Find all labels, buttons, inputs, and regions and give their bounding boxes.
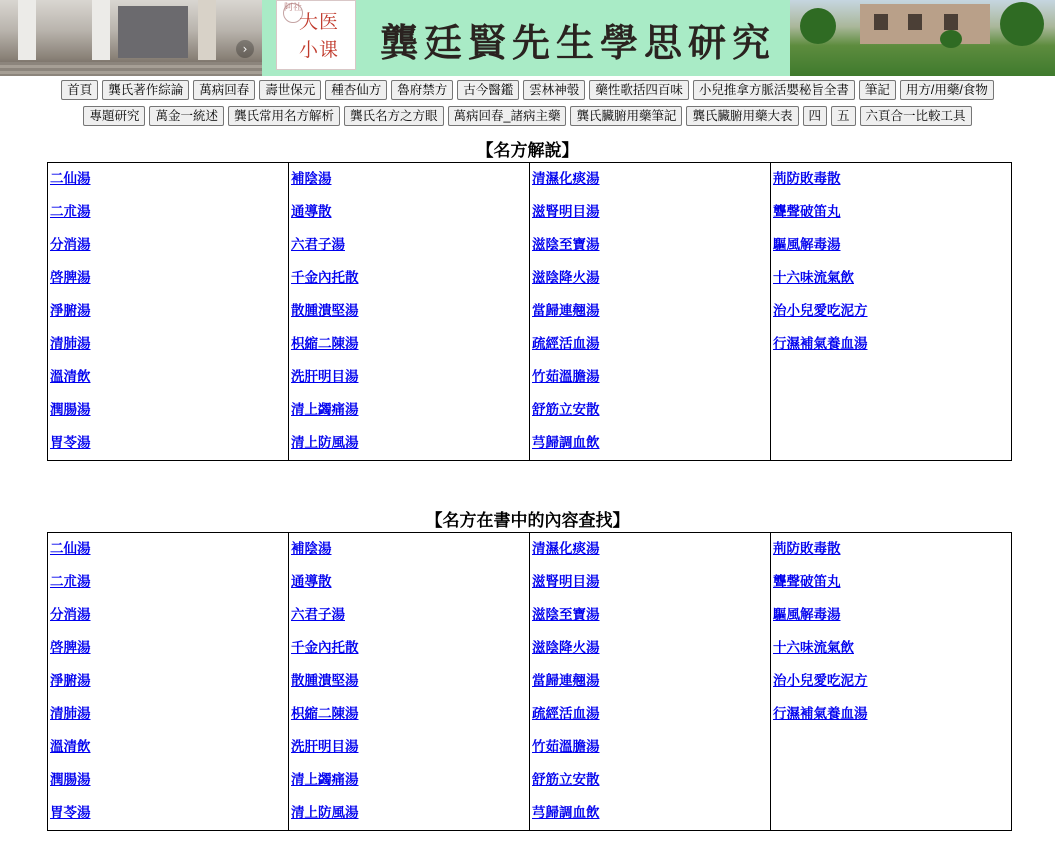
formula-link[interactable]: 滋腎明目湯 bbox=[532, 204, 600, 220]
logo-text-bottom: 小课 bbox=[299, 39, 340, 61]
list-item bbox=[773, 665, 1009, 698]
list-item bbox=[773, 328, 1009, 361]
formula-link[interactable]: 荊防敗毒散 bbox=[773, 541, 841, 557]
formula-column bbox=[771, 163, 1012, 461]
list-item bbox=[50, 797, 286, 830]
nav-button[interactable]: 龔氏名方之方眼 bbox=[344, 106, 444, 126]
building-photo bbox=[0, 0, 262, 76]
list-item bbox=[50, 196, 286, 229]
list-item bbox=[773, 599, 1009, 632]
list-item bbox=[291, 361, 527, 394]
nav-button[interactable]: 萬病回春 bbox=[193, 80, 255, 100]
section-title: 【名方解說】 bbox=[476, 141, 579, 161]
formula-link[interactable]: 洗肝明目湯 bbox=[291, 739, 359, 755]
list-item bbox=[291, 632, 527, 665]
list-item bbox=[532, 394, 768, 427]
nav-button[interactable]: 壽世保元 bbox=[259, 80, 321, 100]
formula-link[interactable]: 二朮湯 bbox=[50, 574, 91, 590]
formula-link[interactable]: 滋陰降火湯 bbox=[532, 640, 600, 656]
list-item bbox=[773, 698, 1009, 731]
formula-column bbox=[771, 533, 1012, 831]
list-item bbox=[532, 665, 768, 698]
formula-link[interactable]: 清肺湯 bbox=[50, 336, 91, 352]
formula-link[interactable]: 芎歸調血飲 bbox=[532, 805, 600, 821]
formula-link[interactable]: 疏經活血湯 bbox=[532, 336, 600, 352]
list-item bbox=[50, 533, 286, 566]
formula-link[interactable]: 分消湯 bbox=[50, 607, 91, 623]
nav-button[interactable]: 首頁 bbox=[61, 80, 98, 100]
list-item bbox=[773, 163, 1009, 196]
formula-table bbox=[47, 532, 1012, 831]
list-item bbox=[291, 566, 527, 599]
formula-link[interactable]: 舒筋立安散 bbox=[532, 402, 600, 418]
formula-link[interactable]: 治小兒愛吃泥方 bbox=[773, 303, 868, 319]
nav-button[interactable]: 藥性歌括四百味 bbox=[589, 80, 689, 100]
formula-column bbox=[48, 163, 289, 461]
formula-link[interactable]: 六君子湯 bbox=[291, 607, 345, 623]
list-item bbox=[773, 731, 1009, 764]
nav-button[interactable]: 龔氏臟腑用藥大表 bbox=[686, 106, 798, 126]
formula-link[interactable]: 枳縮二陳湯 bbox=[291, 336, 359, 352]
list-item bbox=[773, 566, 1009, 599]
list-item bbox=[291, 295, 527, 328]
formula-link[interactable]: 啓脾湯 bbox=[50, 270, 91, 286]
formula-link[interactable]: 潤腸湯 bbox=[50, 772, 91, 788]
formula-link[interactable]: 清上防風湯 bbox=[291, 435, 359, 451]
list-item bbox=[773, 361, 1009, 394]
formula-link[interactable]: 行濕補氣養血湯 bbox=[773, 706, 868, 722]
list-item bbox=[773, 427, 1009, 460]
list-item bbox=[50, 361, 286, 394]
formula-link[interactable]: 啓脾湯 bbox=[50, 640, 91, 656]
list-item bbox=[532, 427, 768, 460]
formula-link[interactable]: 聾聲破笛丸 bbox=[773, 204, 841, 220]
formula-link[interactable]: 滋陰至寶湯 bbox=[532, 237, 600, 253]
formula-link[interactable]: 散腫潰堅湯 bbox=[291, 673, 359, 689]
list-item bbox=[291, 797, 527, 830]
formula-link[interactable]: 清上蠲痛湯 bbox=[291, 772, 359, 788]
list-item bbox=[291, 262, 527, 295]
carousel-next-icon[interactable]: › bbox=[236, 40, 254, 58]
nav-button[interactable]: 五 bbox=[831, 106, 856, 126]
list-item bbox=[50, 731, 286, 764]
nav-button[interactable]: 龔氏常用名方解析 bbox=[228, 106, 340, 126]
nav-button[interactable]: 四 bbox=[803, 106, 828, 126]
nav-button[interactable]: 古今醫鑑 bbox=[457, 80, 519, 100]
list-item bbox=[532, 328, 768, 361]
formula-link[interactable]: 舒筋立安散 bbox=[532, 772, 600, 788]
list-item bbox=[50, 295, 286, 328]
list-item bbox=[532, 797, 768, 830]
formula-section bbox=[0, 510, 1055, 831]
list-item bbox=[532, 262, 768, 295]
list-item bbox=[291, 196, 527, 229]
formula-link[interactable]: 十六味流氣飲 bbox=[773, 640, 854, 656]
list-item bbox=[50, 764, 286, 797]
formula-link[interactable]: 驅風解毒湯 bbox=[773, 607, 841, 623]
list-item bbox=[532, 698, 768, 731]
formula-link[interactable]: 二仙湯 bbox=[50, 171, 91, 187]
formula-link[interactable]: 當歸連翹湯 bbox=[532, 303, 600, 319]
section-title: 【名方在書中的內容查找】 bbox=[425, 511, 630, 531]
formula-link[interactable]: 千金內托散 bbox=[291, 640, 359, 656]
formula-link[interactable]: 散腫潰堅湯 bbox=[291, 303, 359, 319]
list-item bbox=[291, 665, 527, 698]
list-item bbox=[50, 328, 286, 361]
formula-column bbox=[530, 533, 771, 831]
logo-seal: 阿社 bbox=[283, 3, 303, 23]
list-item bbox=[291, 328, 527, 361]
nav-button[interactable]: 雲林神彀 bbox=[523, 80, 585, 100]
formula-link[interactable]: 千金內托散 bbox=[291, 270, 359, 286]
formula-link[interactable]: 清上蠲痛湯 bbox=[291, 402, 359, 418]
list-item bbox=[532, 599, 768, 632]
list-item bbox=[773, 295, 1009, 328]
formula-link[interactable]: 六君子湯 bbox=[291, 237, 345, 253]
list-item bbox=[50, 566, 286, 599]
list-item bbox=[291, 533, 527, 566]
formula-link[interactable]: 荊防敗毒散 bbox=[773, 171, 841, 187]
formula-link[interactable]: 清肺湯 bbox=[50, 706, 91, 722]
list-item bbox=[291, 394, 527, 427]
formula-link[interactable]: 滋腎明目湯 bbox=[532, 574, 600, 590]
formula-link[interactable]: 滋陰至寶湯 bbox=[532, 607, 600, 623]
nav-button[interactable]: 龔氏臟腑用藥筆記 bbox=[570, 106, 682, 126]
formula-link[interactable]: 芎歸調血飲 bbox=[532, 435, 600, 451]
formula-link[interactable]: 行濕補氣養血湯 bbox=[773, 336, 868, 352]
list-item bbox=[773, 533, 1009, 566]
list-item bbox=[291, 427, 527, 460]
formula-column bbox=[289, 163, 530, 461]
nav-button[interactable]: 用方/用藥/食物 bbox=[900, 80, 994, 100]
formula-link[interactable]: 潤腸湯 bbox=[50, 402, 91, 418]
nav-button[interactable]: 種杏仙方 bbox=[325, 80, 387, 100]
list-item bbox=[532, 295, 768, 328]
list-item bbox=[291, 599, 527, 632]
list-item bbox=[291, 698, 527, 731]
formula-link[interactable]: 二朮湯 bbox=[50, 204, 91, 220]
list-item bbox=[50, 394, 286, 427]
formula-link[interactable]: 清濕化痰湯 bbox=[532, 541, 600, 557]
formula-link[interactable]: 溫清飲 bbox=[50, 369, 91, 385]
nav-button[interactable]: 萬病回春_諸病主藥 bbox=[448, 106, 567, 126]
nav-row-primary bbox=[0, 80, 1055, 102]
formula-link[interactable]: 聾聲破笛丸 bbox=[773, 574, 841, 590]
list-item bbox=[50, 632, 286, 665]
formula-link[interactable]: 通導散 bbox=[291, 574, 332, 590]
list-item bbox=[50, 665, 286, 698]
nav-button[interactable]: 專題研究 bbox=[83, 106, 145, 126]
site-title: 龔廷賢先生學思研究 bbox=[380, 20, 777, 65]
formula-link[interactable]: 淨腑湯 bbox=[50, 673, 91, 689]
formula-link[interactable]: 竹茹溫膽湯 bbox=[532, 369, 600, 385]
formula-link[interactable]: 胃苓湯 bbox=[50, 435, 91, 451]
garden-photo bbox=[790, 0, 1055, 76]
logo-text-top: 大医 bbox=[299, 11, 340, 33]
list-item bbox=[50, 427, 286, 460]
list-item bbox=[532, 163, 768, 196]
list-item bbox=[50, 229, 286, 262]
list-item bbox=[291, 731, 527, 764]
list-item bbox=[50, 698, 286, 731]
nav-button[interactable]: 魯府禁方 bbox=[391, 80, 453, 100]
formula-column bbox=[530, 163, 771, 461]
formula-link[interactable]: 枳縮二陳湯 bbox=[291, 706, 359, 722]
list-item bbox=[773, 262, 1009, 295]
nav-button[interactable]: 小兒推拿方脈活嬰秘旨全書 bbox=[693, 80, 855, 100]
list-item bbox=[532, 229, 768, 262]
formula-link[interactable]: 通導散 bbox=[291, 204, 332, 220]
list-item bbox=[532, 632, 768, 665]
formula-link[interactable]: 溫清飲 bbox=[50, 739, 91, 755]
list-item bbox=[532, 361, 768, 394]
formula-table bbox=[47, 162, 1012, 461]
formula-link[interactable]: 淨腑湯 bbox=[50, 303, 91, 319]
header-banner bbox=[0, 0, 1055, 76]
list-item bbox=[532, 764, 768, 797]
list-item bbox=[773, 229, 1009, 262]
formula-column bbox=[289, 533, 530, 831]
list-item bbox=[773, 196, 1009, 229]
formula-column bbox=[48, 533, 289, 831]
formula-link[interactable]: 補陰湯 bbox=[291, 171, 332, 187]
formula-link[interactable]: 疏經活血湯 bbox=[532, 706, 600, 722]
formula-link[interactable]: 清濕化痰湯 bbox=[532, 171, 600, 187]
list-item bbox=[532, 533, 768, 566]
site-logo bbox=[276, 0, 356, 70]
formula-link[interactable]: 二仙湯 bbox=[50, 541, 91, 557]
formula-link[interactable]: 當歸連翹湯 bbox=[532, 673, 600, 689]
formula-link[interactable]: 驅風解毒湯 bbox=[773, 237, 841, 253]
list-item bbox=[291, 163, 527, 196]
list-item bbox=[773, 797, 1009, 830]
nav-button[interactable]: 萬金一統述 bbox=[149, 106, 224, 126]
list-item bbox=[50, 163, 286, 196]
formula-section bbox=[0, 140, 1055, 461]
formula-link[interactable]: 補陰湯 bbox=[291, 541, 332, 557]
formula-link[interactable]: 竹茹溫膽湯 bbox=[532, 739, 600, 755]
formula-link[interactable]: 分消湯 bbox=[50, 237, 91, 253]
list-item bbox=[291, 764, 527, 797]
list-item bbox=[50, 599, 286, 632]
formula-link[interactable]: 滋陰降火湯 bbox=[532, 270, 600, 286]
nav-row-secondary bbox=[0, 106, 1055, 128]
formula-link[interactable]: 清上防風湯 bbox=[291, 805, 359, 821]
list-item bbox=[50, 262, 286, 295]
list-item bbox=[532, 731, 768, 764]
formula-link[interactable]: 治小兒愛吃泥方 bbox=[773, 673, 868, 689]
nav-button[interactable]: 六頁合一比較工具 bbox=[860, 106, 972, 126]
main-navigation bbox=[0, 80, 1055, 128]
list-item bbox=[532, 196, 768, 229]
list-item bbox=[773, 632, 1009, 665]
formula-link[interactable]: 洗肝明目湯 bbox=[291, 369, 359, 385]
list-item bbox=[773, 764, 1009, 797]
formula-link[interactable]: 胃苓湯 bbox=[50, 805, 91, 821]
list-item bbox=[291, 229, 527, 262]
list-item bbox=[532, 566, 768, 599]
nav-button[interactable]: 筆記 bbox=[859, 80, 896, 100]
nav-button[interactable]: 龔氏著作綜論 bbox=[102, 80, 189, 100]
list-item bbox=[773, 394, 1009, 427]
formula-link[interactable]: 十六味流氣飲 bbox=[773, 270, 854, 286]
